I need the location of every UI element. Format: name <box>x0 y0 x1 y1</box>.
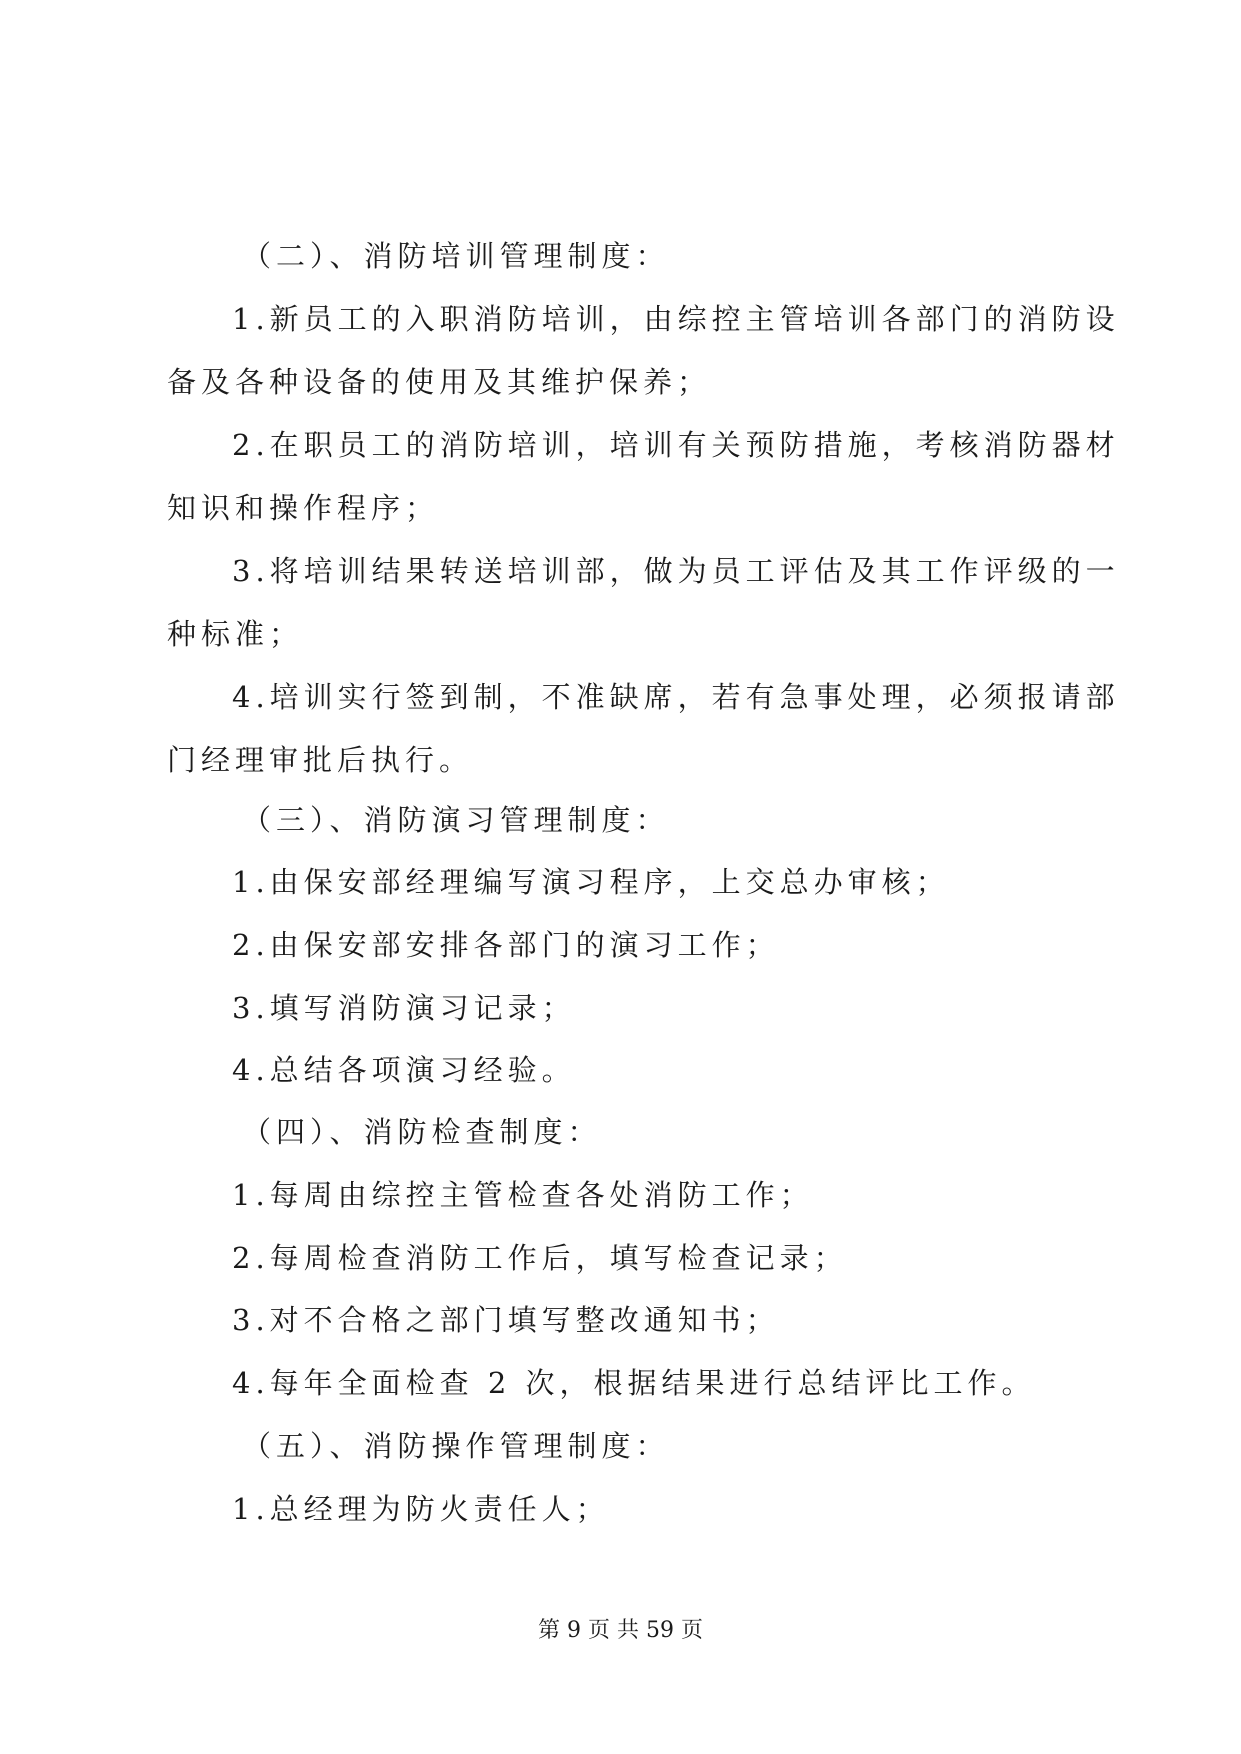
paragraph-line: 4.培训实行签到制，不准缺席，若有急事处理，必须报请部 <box>232 680 1120 714</box>
list-item: 4.每年全面检查 2 次，根据结果进行总结评比工作。 <box>232 1366 1036 1400</box>
list-item: 1.每周由综控主管检查各处消防工作； <box>232 1178 814 1212</box>
list-item: 2.由保安部安排各部门的演习工作； <box>232 928 780 962</box>
paragraph-line: 2.在职员工的消防培训，培训有关预防措施，考核消防器材 <box>232 428 1120 462</box>
section-heading: （五）、消防操作管理制度： <box>242 1429 670 1463</box>
list-item: 4.总结各项演习经验。 <box>232 1053 576 1087</box>
paragraph-line: 知识和操作程序； <box>167 491 440 525</box>
paragraph-line: 3.将培训结果转送培训部，做为员工评估及其工作评级的一 <box>232 554 1120 588</box>
paragraph-line: 门经理审批后执行。 <box>167 743 474 777</box>
section-heading: （四）、消防检查制度： <box>242 1115 602 1149</box>
paragraph-line: 种标准； <box>167 617 304 651</box>
list-item: 3.填写消防演习记录； <box>232 991 576 1025</box>
section-heading: （三）、消防演习管理制度： <box>242 803 670 837</box>
list-item: 3.对不合格之部门填写整改通知书； <box>232 1303 780 1337</box>
list-item: 1.总经理为防火责任人； <box>232 1492 610 1526</box>
section-heading: （二）、消防培训管理制度： <box>242 239 670 273</box>
page-number-footer: 第 9 页 共 59 页 <box>538 1618 703 1643</box>
paragraph-line: 备及各种设备的使用及其维护保养； <box>167 365 712 399</box>
list-item: 1.由保安部经理编写演习程序，上交总办审核； <box>232 865 950 899</box>
paragraph-line: 1.新员工的入职消防培训，由综控主管培训各部门的消防设 <box>232 302 1120 336</box>
list-item: 2.每周检查消防工作后，填写检查记录； <box>232 1241 848 1275</box>
